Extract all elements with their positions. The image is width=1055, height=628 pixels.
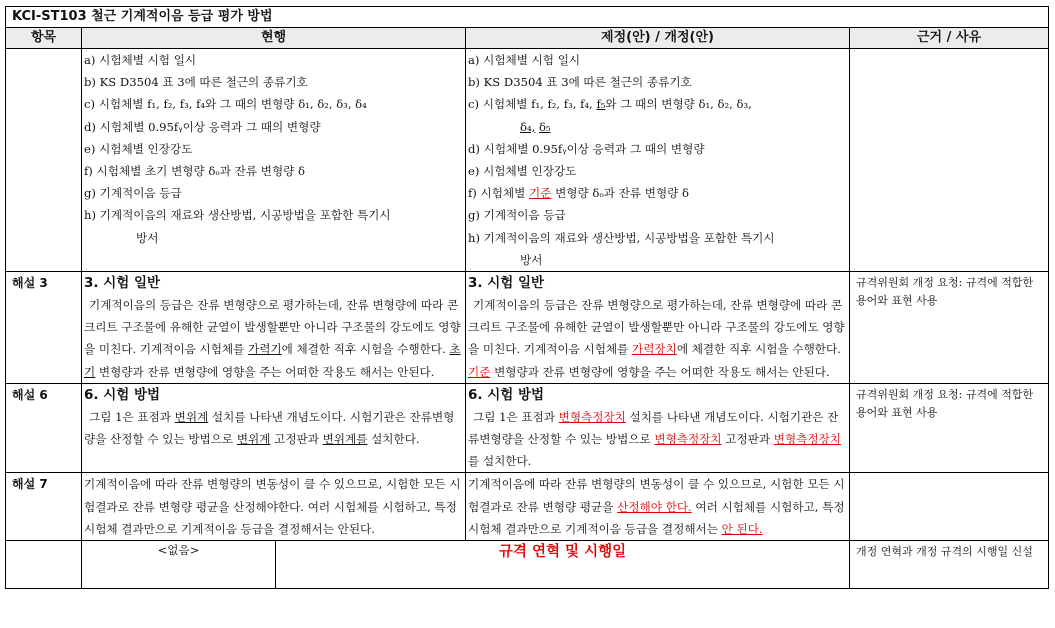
table-row-commentary-6: [6, 383, 1049, 473]
table-row-list: [6, 49, 1049, 272]
section-title: 3. 시험 일반: [84, 275, 161, 292]
proposed-cell: 6. 시험 방법 그림 1은 표점과 변형측정장치 설치를 나타낸 개념도이다. 시험기관은 잔류변형량을 산정할 수 있는 방법으로 변형측정장치 고정판과 변형측정장치를 설치한다.: [466, 383, 850, 473]
item-label: 해설 3: [6, 272, 82, 384]
header-proposed: 제정(안) / 개정(안): [466, 28, 850, 49]
current-cell: 3. 시험 일반 기계적이음의 등급은 잔류 변형량으로 평가하는데, 잔류 변형량에 따라 콘크리트 구조물에 유해한 균열이 발생할뿐만 아니라 구조물의 강도에도 영향을 미친다. 기계적이음 시험체를 가력기에 체결한 직후 시험을 수행한다. 초기 변형량과 잔류 변형량에 영향을 주는 어떠한 작용도 해서는 안된다.: [82, 272, 466, 384]
history-title: 규격 연혁 및 시행일: [276, 541, 850, 589]
header-row: [6, 28, 1049, 49]
current-cell: a) 시험체별 시험 일시 b) KS D3504 표 3에 따른 철근의 종류기호 c) 시험체별 f₁, f₂, f₃, f₄와 그 때의 변형량 δ₁, δ₂, δ₃, δ₄ d) 시험체별 0.95fᵧ이상 응력과 그 때의 변형량 e) 시험체별 인장강도 f) 시험체별 초기 변형량 δₒ과 잔류 변형량 δ g) 기계적이음 등급 h) 기계적이음의 재료와 생산방법, 시공방법을 포함한 특기시 방서: [82, 49, 466, 272]
current-none: <없음>: [82, 541, 276, 589]
item-cell: [6, 541, 82, 589]
table-row-commentary-7: [6, 473, 1049, 541]
item-label: 해설 7: [6, 473, 82, 541]
header-item: 항목: [6, 28, 82, 49]
reason-text: 규격위원회 개정 요청: 규격에 적합한 용어와 표현 사용: [850, 383, 1049, 473]
reason-cell: [850, 49, 1049, 272]
document-title: KCI-ST103 철근 기계적이음 등급 평가 방법: [6, 7, 1049, 28]
title-row: [6, 7, 1049, 28]
reason-text: [850, 473, 1049, 541]
reason-text: 규격위원회 개정 요청: 규격에 적합한 용어와 표현 사용: [850, 272, 1049, 384]
revision-document: [5, 6, 1048, 589]
current-cell: 기계적이음에 따라 잔류 변형량의 변동성이 클 수 있으므로, 시험한 모든 시험결과로 잔류 변형량 평균을 산정해야한다. 여러 시험체를 시험하고, 특정 시험체 결과만으로 기계적이음 등급을 결정해서는 안된다.: [82, 473, 466, 541]
table-row-commentary-3: [6, 272, 1049, 384]
proposed-cell: 기계적이음에 따라 잔류 변형량의 변동성이 클 수 있으므로, 시험한 모든 시험결과로 잔류 변형량 평균을 산정해야 한다. 여러 시험체를 시험하고, 특정 시험체 결과만으로 기계적이음 등급을 결정해서는 안 된다.: [466, 473, 850, 541]
section-title: 3. 시험 일반: [468, 275, 545, 292]
proposed-cell: 3. 시험 일반 기계적이음의 등급은 잔류 변형량으로 평가하는데, 잔류 변형량에 따라 콘크리트 구조물에 유해한 균열이 발생할뿐만 아니라 구조물의 강도에도 영향을 미친다. 기계적이음 시험체를 가력장치에 체결한 직후 시험을 수행한다. 기준 변형량과 잔류 변형량에 영향을 주는 어떠한 작용도 해서는 안된다.: [466, 272, 850, 384]
section-title: 6. 시험 방법: [84, 386, 161, 403]
table-row-history: [6, 541, 1049, 589]
header-current: 현행: [82, 28, 466, 49]
proposed-cell: a) 시험체별 시험 일시 b) KS D3504 표 3에 따른 철근의 종류기호 c) 시험체별 f₁, f₂, f₃, f₄, f₅와 그 때의 변형량 δ₁, δ₂, δ₃, δ₄, δ₅ d) 시험체별 0.95fᵧ이상 응력과 그 때의 변형량 e) 시험체별 인장강도 f) 시험체별 기준 변형량 δₒ과 잔류 변형량 δ g) 기계적이음 등급 h) 기계적이음의 재료와 생산방법, 시공방법을 포함한 특기시 방서: [466, 49, 850, 272]
reason-text: 개정 연혁과 개정 규격의 시행일 신설: [850, 541, 1049, 589]
section-title: 6. 시험 방법: [468, 386, 545, 403]
current-cell: 6. 시험 방법 그림 1은 표점과 변위계 설치를 나타낸 개념도이다. 시험기관은 잔류변형량을 산정할 수 있는 방법으로 변위계 고정판과 변위계를 설치한다.: [82, 383, 466, 473]
item-cell: [6, 49, 82, 272]
revision-table: [5, 6, 1049, 589]
item-label: 해설 6: [6, 383, 82, 473]
header-reason: 근거 / 사유: [850, 28, 1049, 49]
